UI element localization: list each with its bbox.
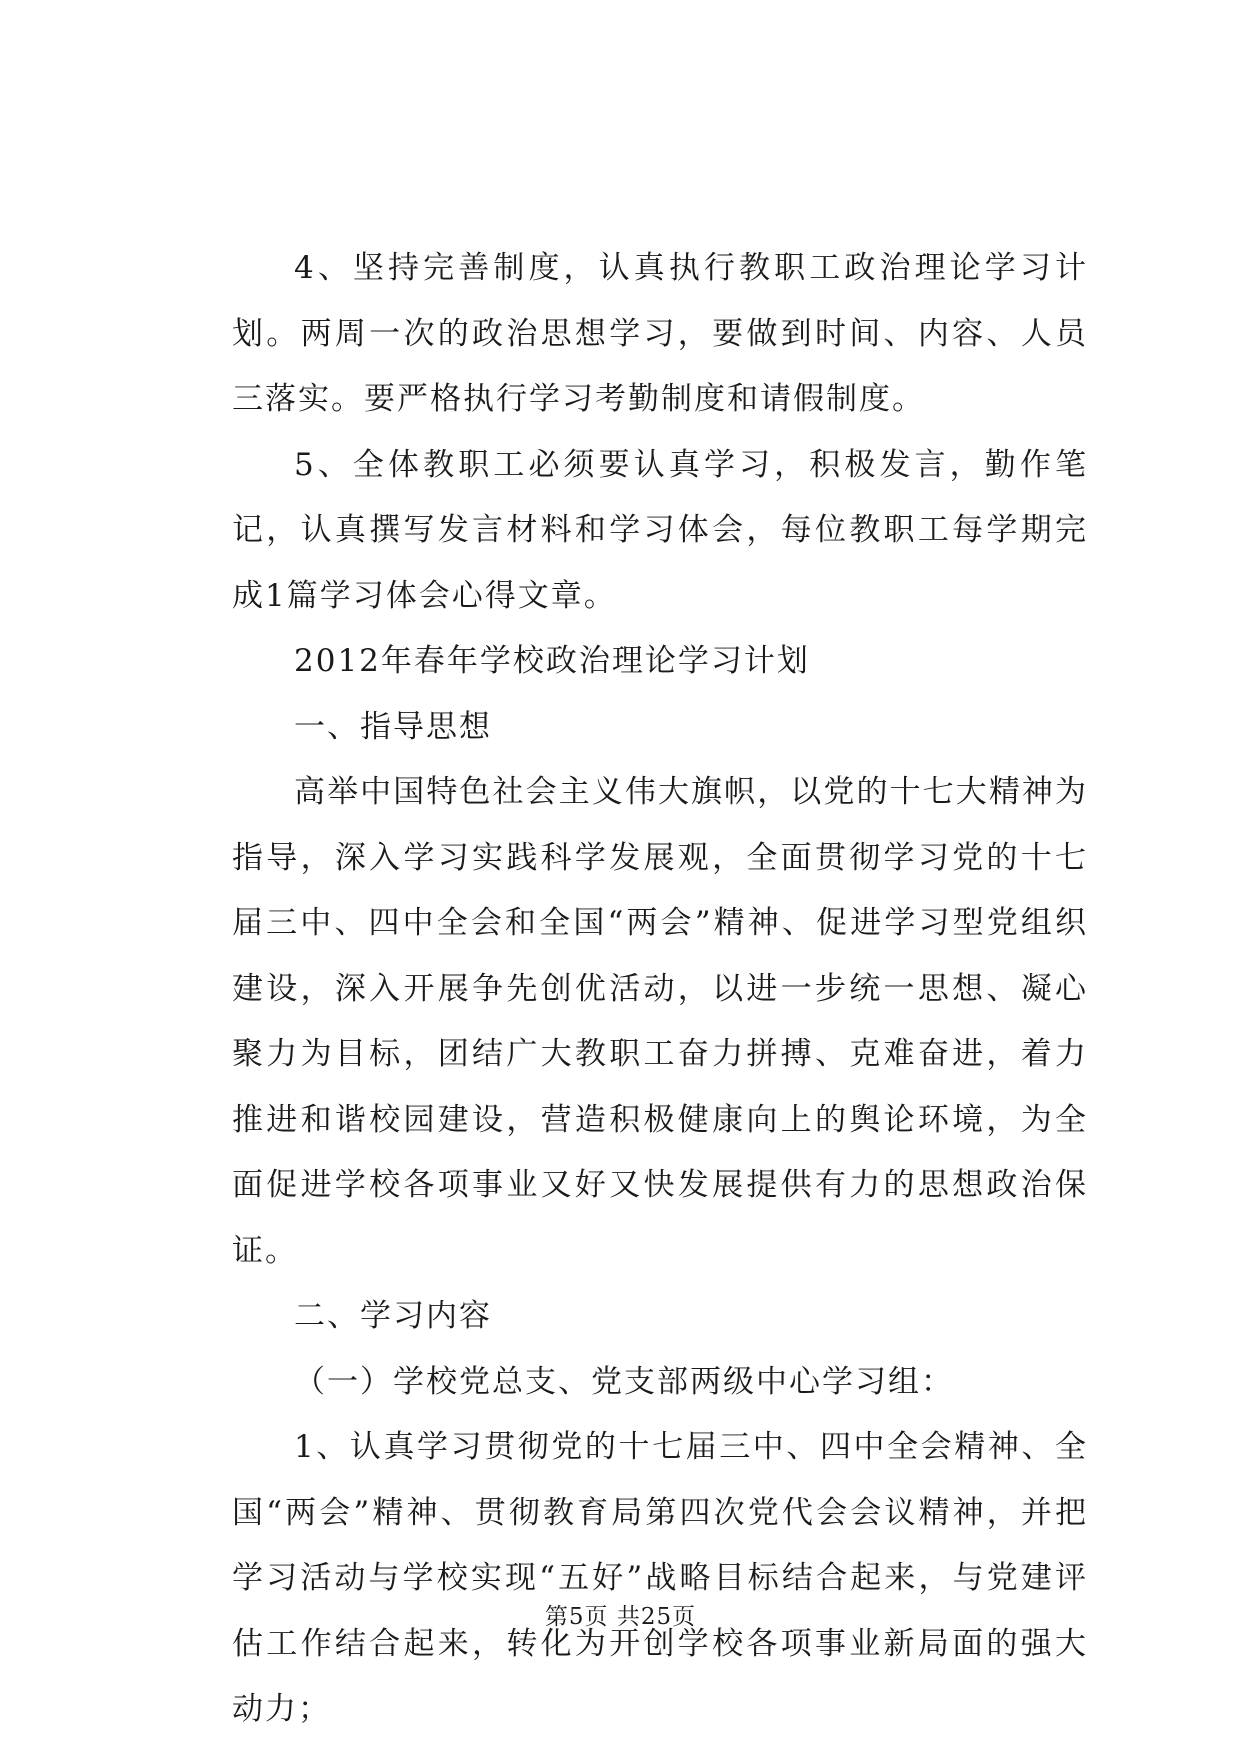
page-number-footer: 第5页 共25页 [544, 1604, 697, 1630]
paragraph-guiding-ideology: 高举中国特色社会主义伟大旗帜，以党的十七大精神为指导，深入学习实践科学发展观，全面贯彻学习党的十七届三中、四中全会和全国“两会”精神、促进学习型党组织建设，深入开展争先创优活动，以进一步统一思想、凝心聚力为目标，团结广大教职工奋力拼搏、克难奋进，着力推进和谐校园建设，营造积极健康向上的舆论环境，为全面促进学校各项事业又好又快发展提供有力的思想政治保证。 [232, 774, 1088, 1269]
document-body [232, 236, 1088, 1743]
paragraph-item-4: 4、坚持完善制度，认真执行教职工政治理论学习计划。两周一次的政治思想学习，要做到时间、内容、人员三落实。要严格执行学习考勤制度和请假制度。 [232, 250, 1088, 417]
section-heading-guiding-ideology: 一、指导思想 [294, 708, 492, 745]
plan-title: 2012年春年学校政治理论学习计划 [294, 643, 810, 679]
paragraph-item-5: 5、全体教职工必须要认真学习，积极发言，勤作笔记，认真撰写发言材料和学习体会，每位教职工每学期完成1篇学习体会心得文章。 [232, 446, 1088, 614]
subsection-heading-study-group: （一）学校党总支、党支部两级中心学习组： [294, 1363, 954, 1400]
section-heading-study-content: 二、学习内容 [294, 1298, 492, 1334]
paragraph-study-item-1: 1、认真学习贯彻党的十七届三中、四中全会精神、全国“两会”精神、贯彻教育局第四次党代会会议精神，并把学习活动与学校实现“五好”战略目标结合起来，与党建评估工作结合起来，转化为开创学校各项事业新局面的强大动力； [232, 1429, 1088, 1727]
